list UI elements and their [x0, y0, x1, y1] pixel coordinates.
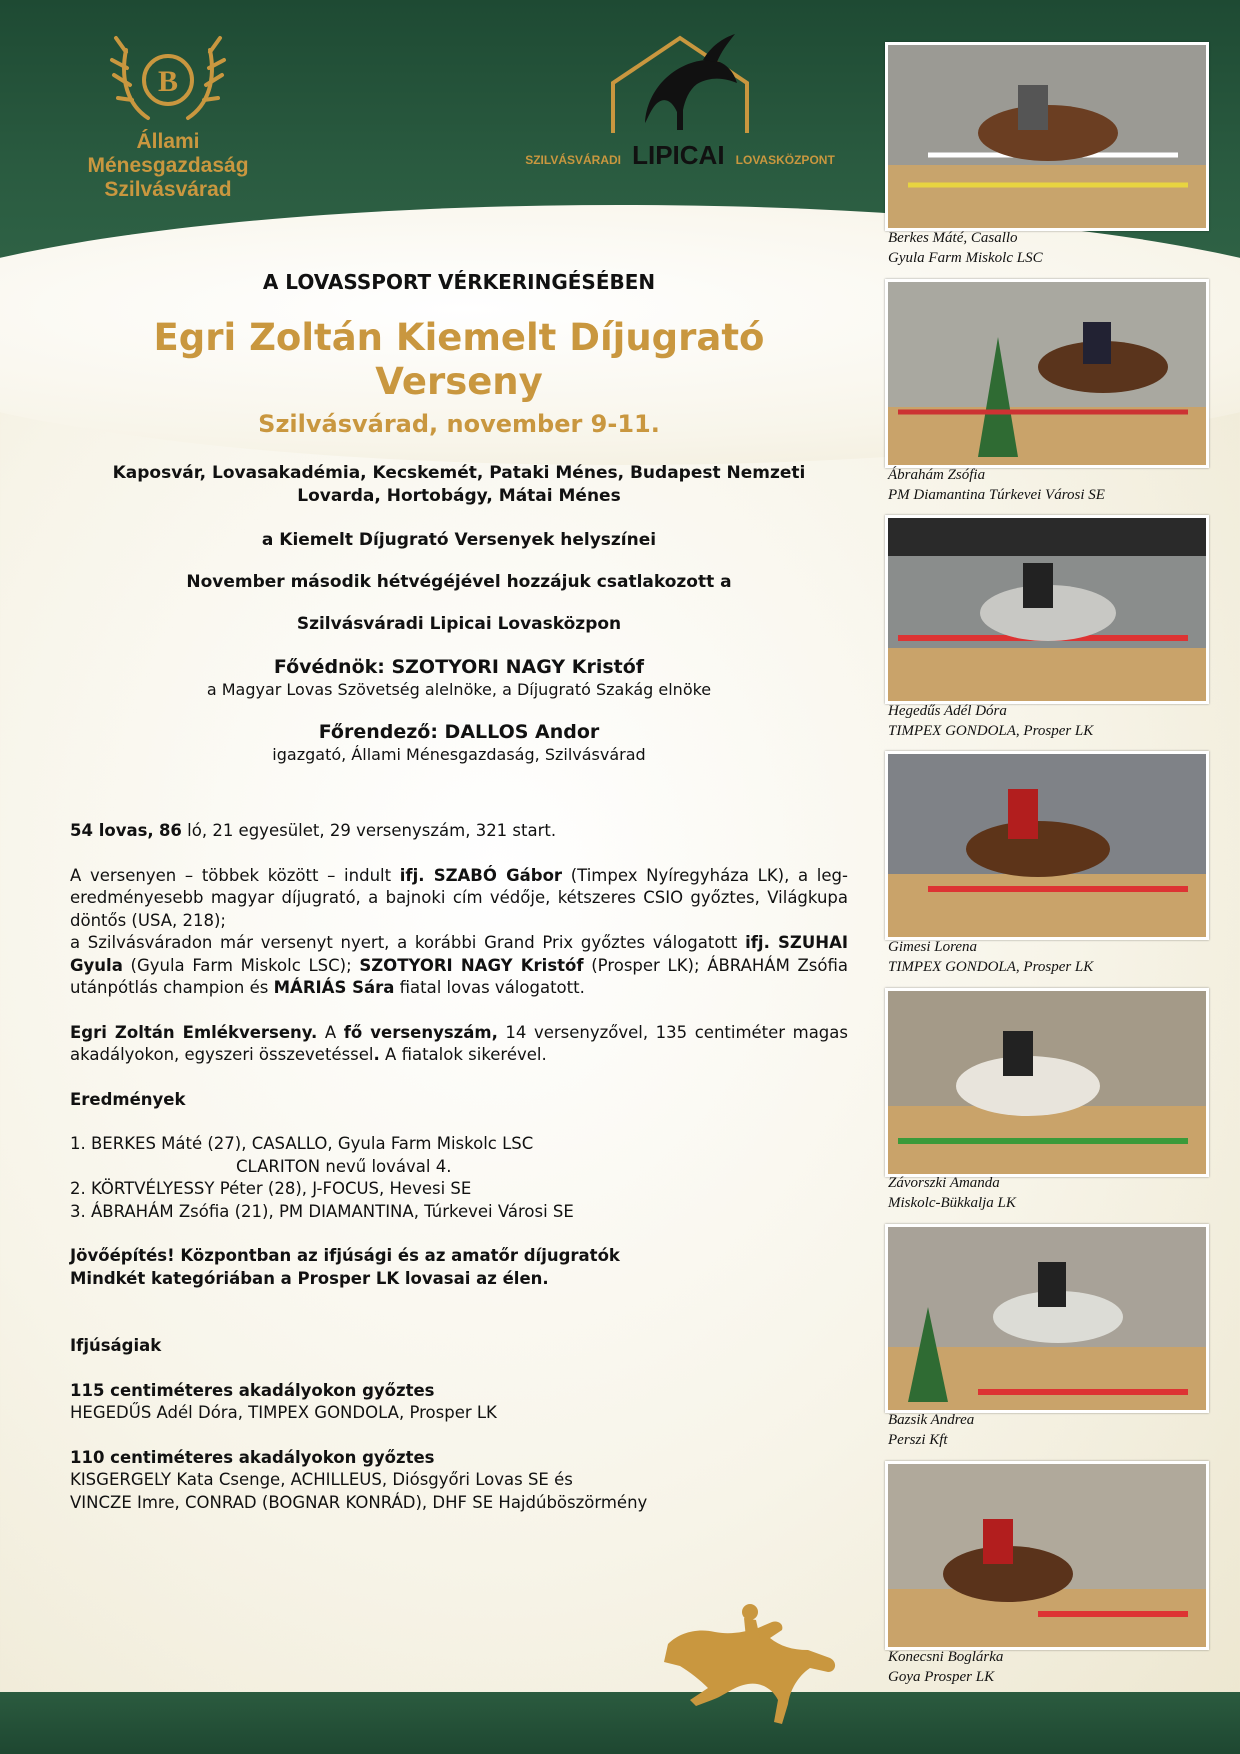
result-line: 2. KÖRTVÉLYESSY Péter (28), J-FOCUS, Hevesi SE — [70, 1179, 472, 1198]
footer-band — [0, 1692, 1240, 1754]
stats-line — [70, 820, 848, 843]
youth-cat2-winner-2: VINCZE Imre, CONRAD (BOGNAR KONRÁD), DHF SE Hajdúböszörmény — [70, 1492, 648, 1512]
para1-bold: ifj. SZABÓ Gábor — [399, 865, 563, 885]
stats-riders: 54 lovas, — [70, 821, 154, 840]
caption-line: Gyula Farm Miskolc LSC — [888, 250, 1043, 266]
caption-line: Závorszki Amanda — [888, 1175, 1000, 1191]
para2-text: A — [317, 1022, 344, 1042]
caption-line: Bazsik Andrea — [888, 1412, 975, 1428]
youth-cat1-winner: HEGEDŰS Adél Dóra, TIMPEX GONDOLA, Prosper LK — [70, 1403, 497, 1422]
para2-bold: fő versenyszám, — [343, 1022, 498, 1042]
caption-line: Konecsni Boglárka — [888, 1649, 1004, 1665]
logo-mid-suffix: LOVASKÖZPONT — [735, 153, 835, 167]
photo-7 — [885, 1461, 1209, 1650]
patron-role: a Magyar Lovas Szövetség alelnöke, a Díjugrató Szakág elnöke — [206, 680, 712, 699]
caption-line: Miskolc-Bükkalja LK — [888, 1195, 1016, 1211]
para1-text: (Gyula Farm Miskolc LSC); — [122, 955, 360, 975]
kicker: A LOVASSPORT VÉRKERINGÉSÉBEN — [262, 270, 656, 294]
logo-left-line1: Állami Ménesgazdaság — [87, 130, 249, 177]
para1-text: fiatal lovas válogatott. — [394, 978, 585, 997]
joined-line-2: Szilvásváradi Lipicai Lovasközpon — [296, 614, 622, 634]
jumping-horse-icon — [660, 1602, 850, 1727]
photo-3-caption — [888, 701, 1228, 741]
para1-bold: MÁRIÁS Sára — [273, 978, 395, 997]
youth-cat2-title: 110 centiméteres akadályokon győztes — [70, 1447, 435, 1467]
allami-menesgazdasag-logo — [58, 30, 278, 201]
photo-4-caption — [888, 937, 1228, 977]
lipicai-lovaskozpont-logo — [520, 28, 840, 188]
crest-letter: B — [157, 65, 179, 98]
antler-crest-icon — [108, 30, 228, 130]
result-line: CLARITON nevű lovával 4. — [236, 1156, 452, 1176]
joined-line-1: November második hétvégéjével hozzájuk csatlakozott a — [186, 572, 732, 592]
future-line-1: Jövőépítés! Központban az ifjúsági és az amatőr díjugratók — [70, 1246, 620, 1265]
photo-2 — [885, 279, 1209, 468]
para2-text: 14 versenyzővel, 135 centiméter magas akadályokon, egyszeri összevetéssel — [70, 1022, 848, 1064]
para2-bold: Egri Zoltán Emlékverseny. — [70, 1022, 318, 1042]
stats-horses: 86 — [158, 821, 182, 840]
caption-line: TIMPEX GONDOLA, Prosper LK — [888, 959, 1094, 975]
participants-paragraph — [70, 865, 848, 1000]
stats-rest: ló, 21 egyesület, 29 versenyszám, 321 start. — [181, 821, 557, 840]
result-line: 1. BERKES Máté (27), CASALLO, Gyula Farm Miskolc LSC — [70, 1134, 534, 1153]
result-line: 3. ÁBRAHÁM Zsófia (21), PM DIAMANTINA, Túrkevei Városi SE — [70, 1201, 574, 1221]
para2-text: A fiatalok sikerével. — [379, 1045, 547, 1064]
youth-cat1-title: 115 centiméteres akadályokon győztes — [70, 1380, 435, 1400]
para1-text: A versenyen – többek között – indult — [70, 865, 400, 885]
logo-left-line2: Szilvásvárad — [104, 178, 232, 201]
organizer-role: igazgató, Állami Ménesgazdaság, Szilvásvárad — [272, 745, 646, 764]
para1-text: a Szilvásváradon már versenyt nyert, a korábbi Grand Prix győztes válogatott — [70, 933, 746, 952]
page-title: Egri Zoltán Kiemelt Díjugrató Verseny — [153, 316, 765, 403]
youth-heading: Ifjúságiak — [70, 1336, 162, 1355]
photo-3 — [885, 515, 1209, 704]
page-subtitle: Szilvásvárad, november 9-11. — [258, 410, 660, 438]
organizer-name: Főrendező: DALLOS Andor — [318, 721, 600, 743]
para1-text: (Timpex Nyíregyháza LK), a leg-eredményesebb magyar díjugrató, a bajnoki cím védője, kétszeres CSIO győztes, Világkupa döntős (USA, 218); — [70, 865, 848, 930]
youth-cat2-winner-1: KISGERGELY Kata Csenge, ACHILLEUS, Diósgyőri Lovas SE és — [70, 1470, 573, 1489]
caption-line: TIMPEX GONDOLA, Prosper LK — [888, 723, 1094, 739]
results-heading: Eredmények — [70, 1089, 186, 1109]
caption-line: Gimesi Lorena — [888, 939, 978, 955]
para2-bold: . — [373, 1045, 380, 1064]
photo-7-caption — [888, 1647, 1228, 1687]
caption-line: PM Diamantina Túrkevei Városi SE — [888, 487, 1105, 503]
logo-mid-prefix: SZILVÁSVÁRADI — [525, 153, 622, 167]
photo-5-caption — [888, 1173, 1228, 1213]
caption-line: Hegedűs Adél Dóra — [888, 703, 1007, 719]
venues-note: a Kiemelt Díjugrató Versenyek helyszínei — [261, 530, 657, 550]
photo-6 — [885, 1224, 1209, 1413]
patron-name: Fővédnök: SZOTYORI NAGY Kristóf — [273, 656, 645, 678]
caption-line: Goya Prosper LK — [888, 1669, 995, 1685]
future-line-2: Mindkét kategóriában a Prosper LK lovasai az élen. — [70, 1268, 549, 1288]
photo-1 — [885, 42, 1209, 231]
article-body — [70, 270, 848, 1514]
venues-list: Kaposvár, Lovasakadémia, Kecskemét, Pataki Ménes, Budapest Nemzeti Lovarda, Hortobágy, Mátai Ménes — [112, 463, 806, 506]
photo-4 — [885, 751, 1209, 940]
para1-text: (Prosper LK); ÁBRAHÁM Zsófia utánpótlás champion és — [70, 955, 848, 997]
photo-1-caption — [888, 228, 1228, 268]
para1-bold: ifj. SZUHAI Gyula — [70, 933, 849, 975]
photo-2-caption — [888, 465, 1228, 505]
horse-head-icon — [585, 28, 775, 138]
main-event-paragraph — [70, 1022, 848, 1067]
logo-mid-brand: LIPICAI — [632, 140, 725, 170]
caption-line: Perszi Kft — [888, 1432, 948, 1448]
photo-5 — [885, 988, 1209, 1177]
photo-6-caption — [888, 1410, 1228, 1450]
para1-bold: SZOTYORI NAGY Kristóf — [359, 955, 584, 975]
caption-line: Ábrahám Zsófia — [888, 467, 986, 483]
caption-line: Berkes Máté, Casallo — [888, 230, 1018, 246]
